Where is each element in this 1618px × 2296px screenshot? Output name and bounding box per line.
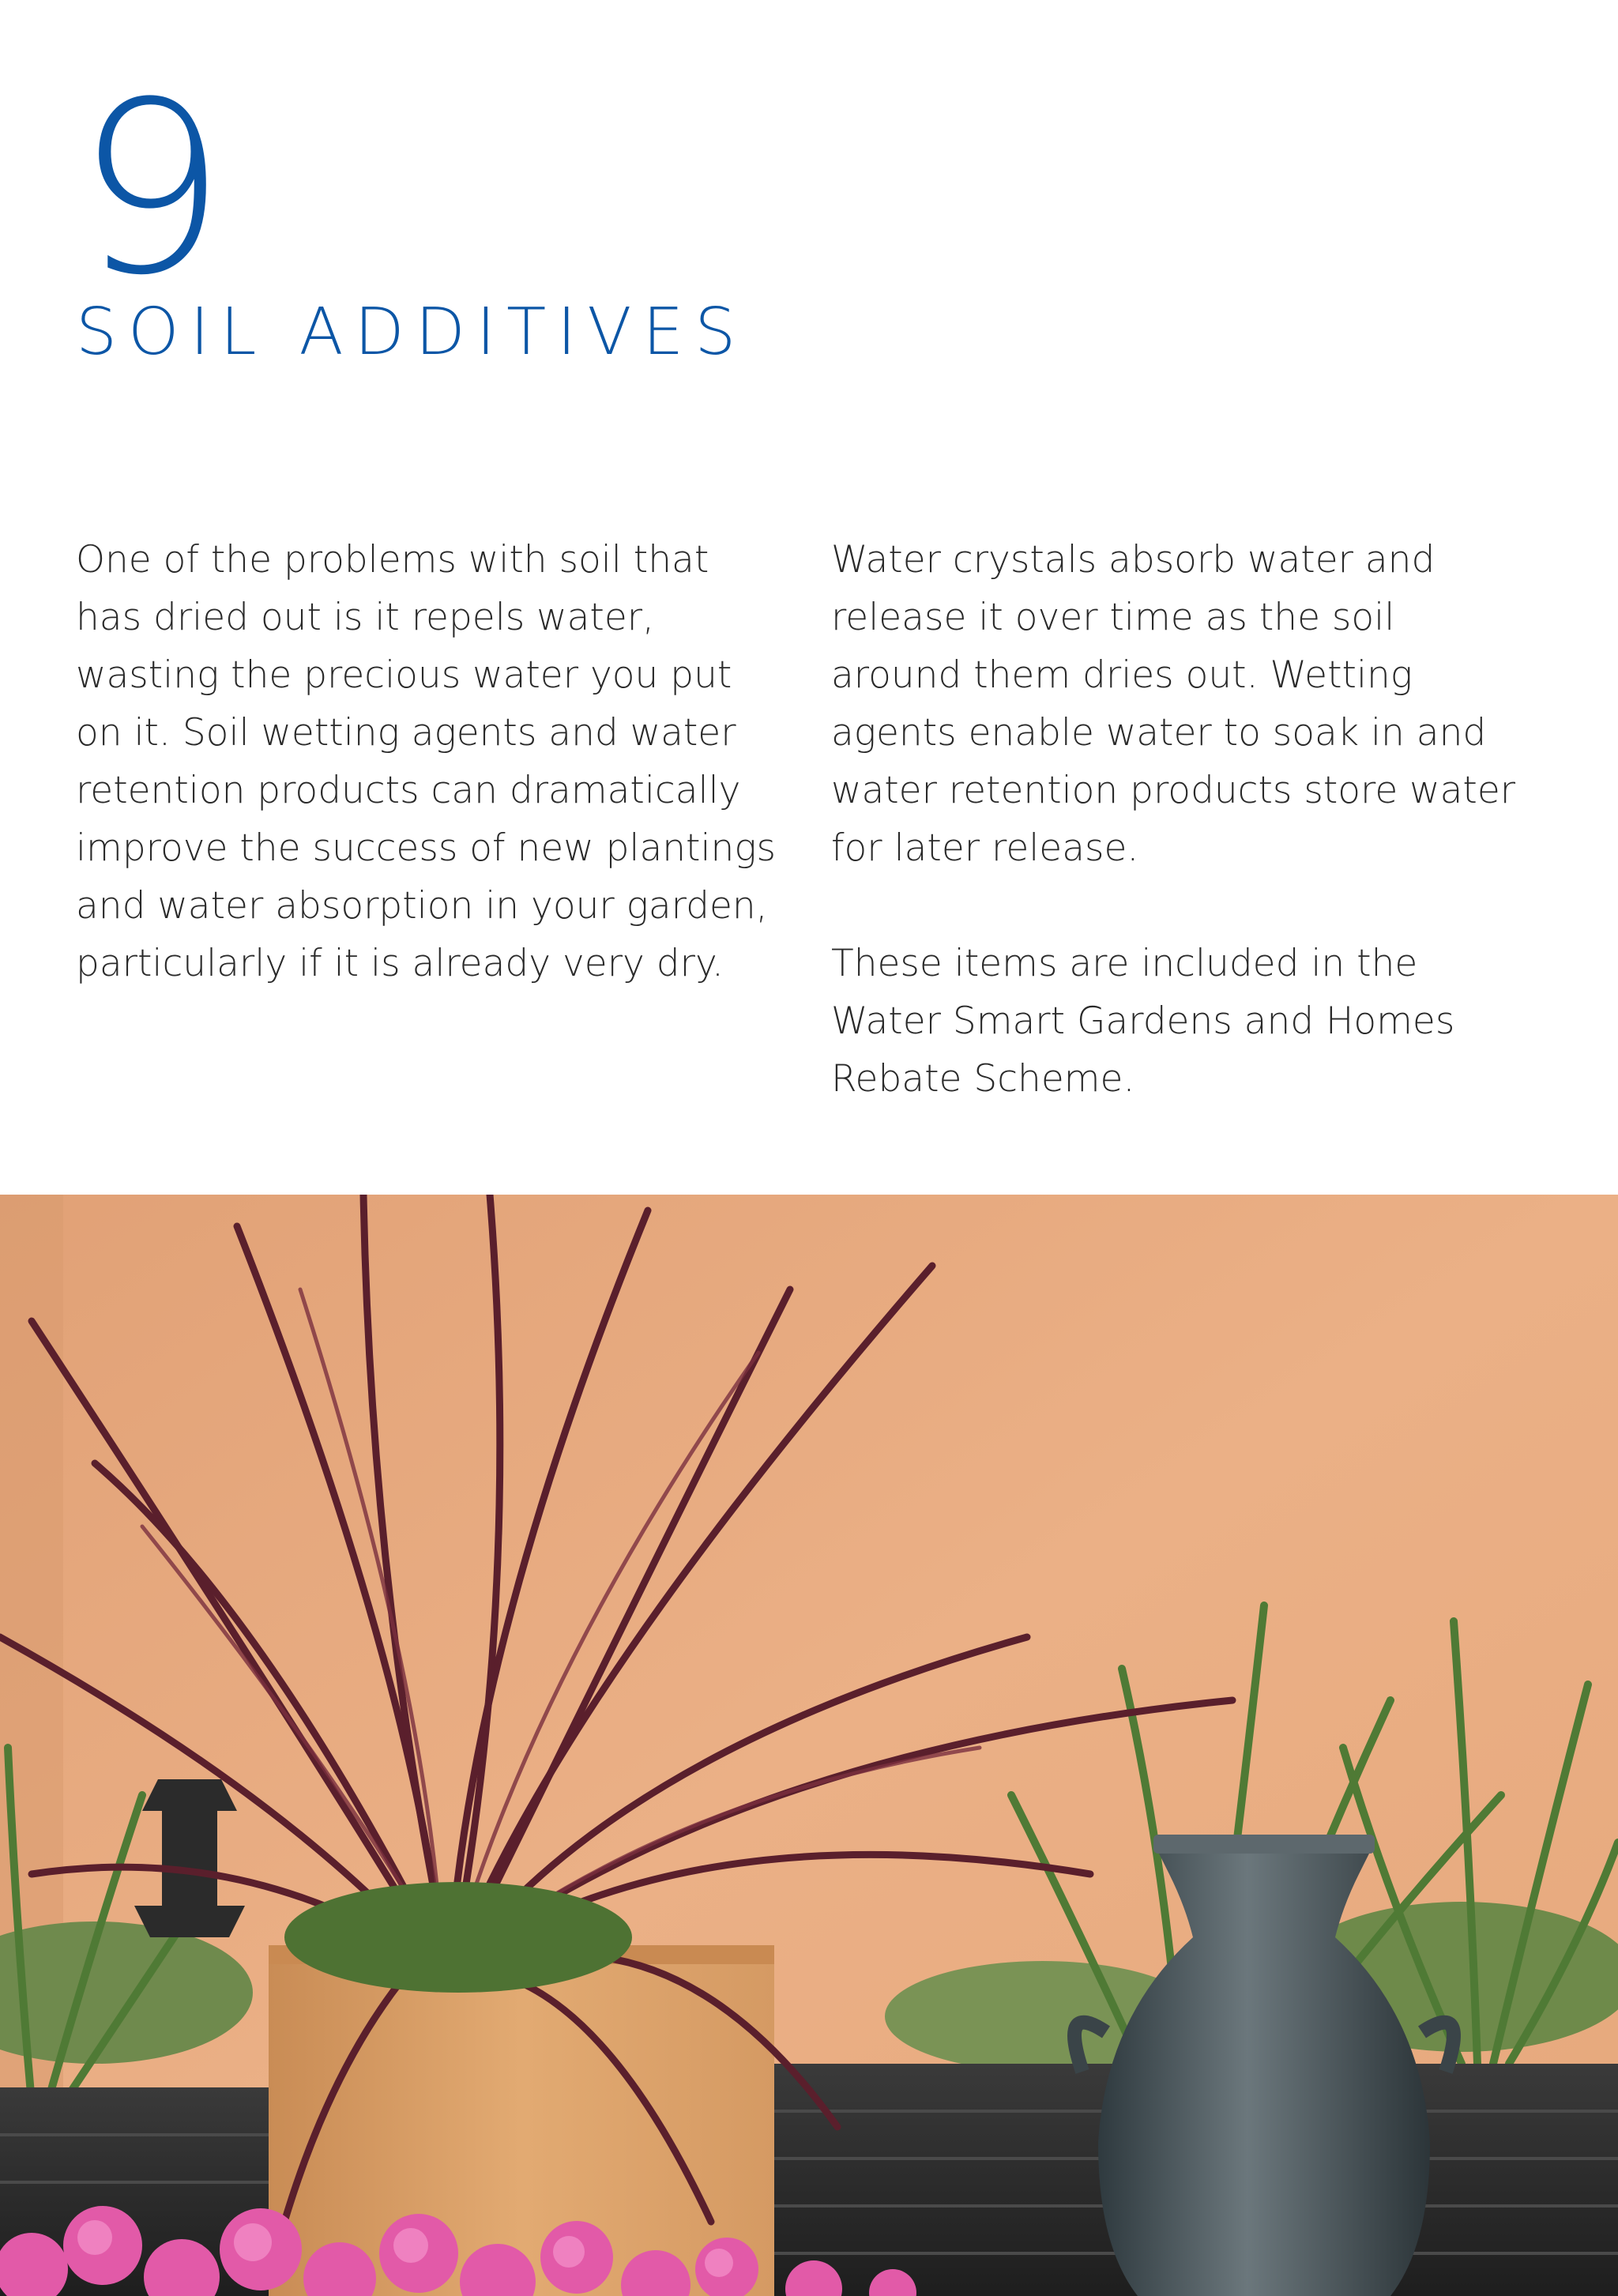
garden-photo — [0, 1195, 1618, 2296]
right-column — [831, 531, 1534, 1165]
cordyline-base-foliage — [284, 1882, 632, 1993]
section-title: SOIL ADDITIVES — [76, 295, 747, 370]
body-columns — [76, 531, 1545, 1165]
section-number: 9 — [76, 51, 222, 327]
right-paragraph-1: Water crystals absorb water and release it over time as the soil around them dries out. Wetting agents enable water to soak in and water retention products store water for later release. — [831, 538, 1516, 870]
left-column — [76, 531, 779, 1165]
right-paragraph-2: These items are included in the Water Smart Gardens and Homes Rebate Scheme. — [831, 942, 1455, 1101]
left-paragraph: One of the problems with soil that has dried out is it repels water, wasting the precious water you put on it. Soil wetting agents and water retention products can dramatically improve the success of new plantings and water absorption in your garden, particularly if it is already very dry. — [76, 538, 777, 985]
garden-illustration — [0, 1195, 1618, 2296]
